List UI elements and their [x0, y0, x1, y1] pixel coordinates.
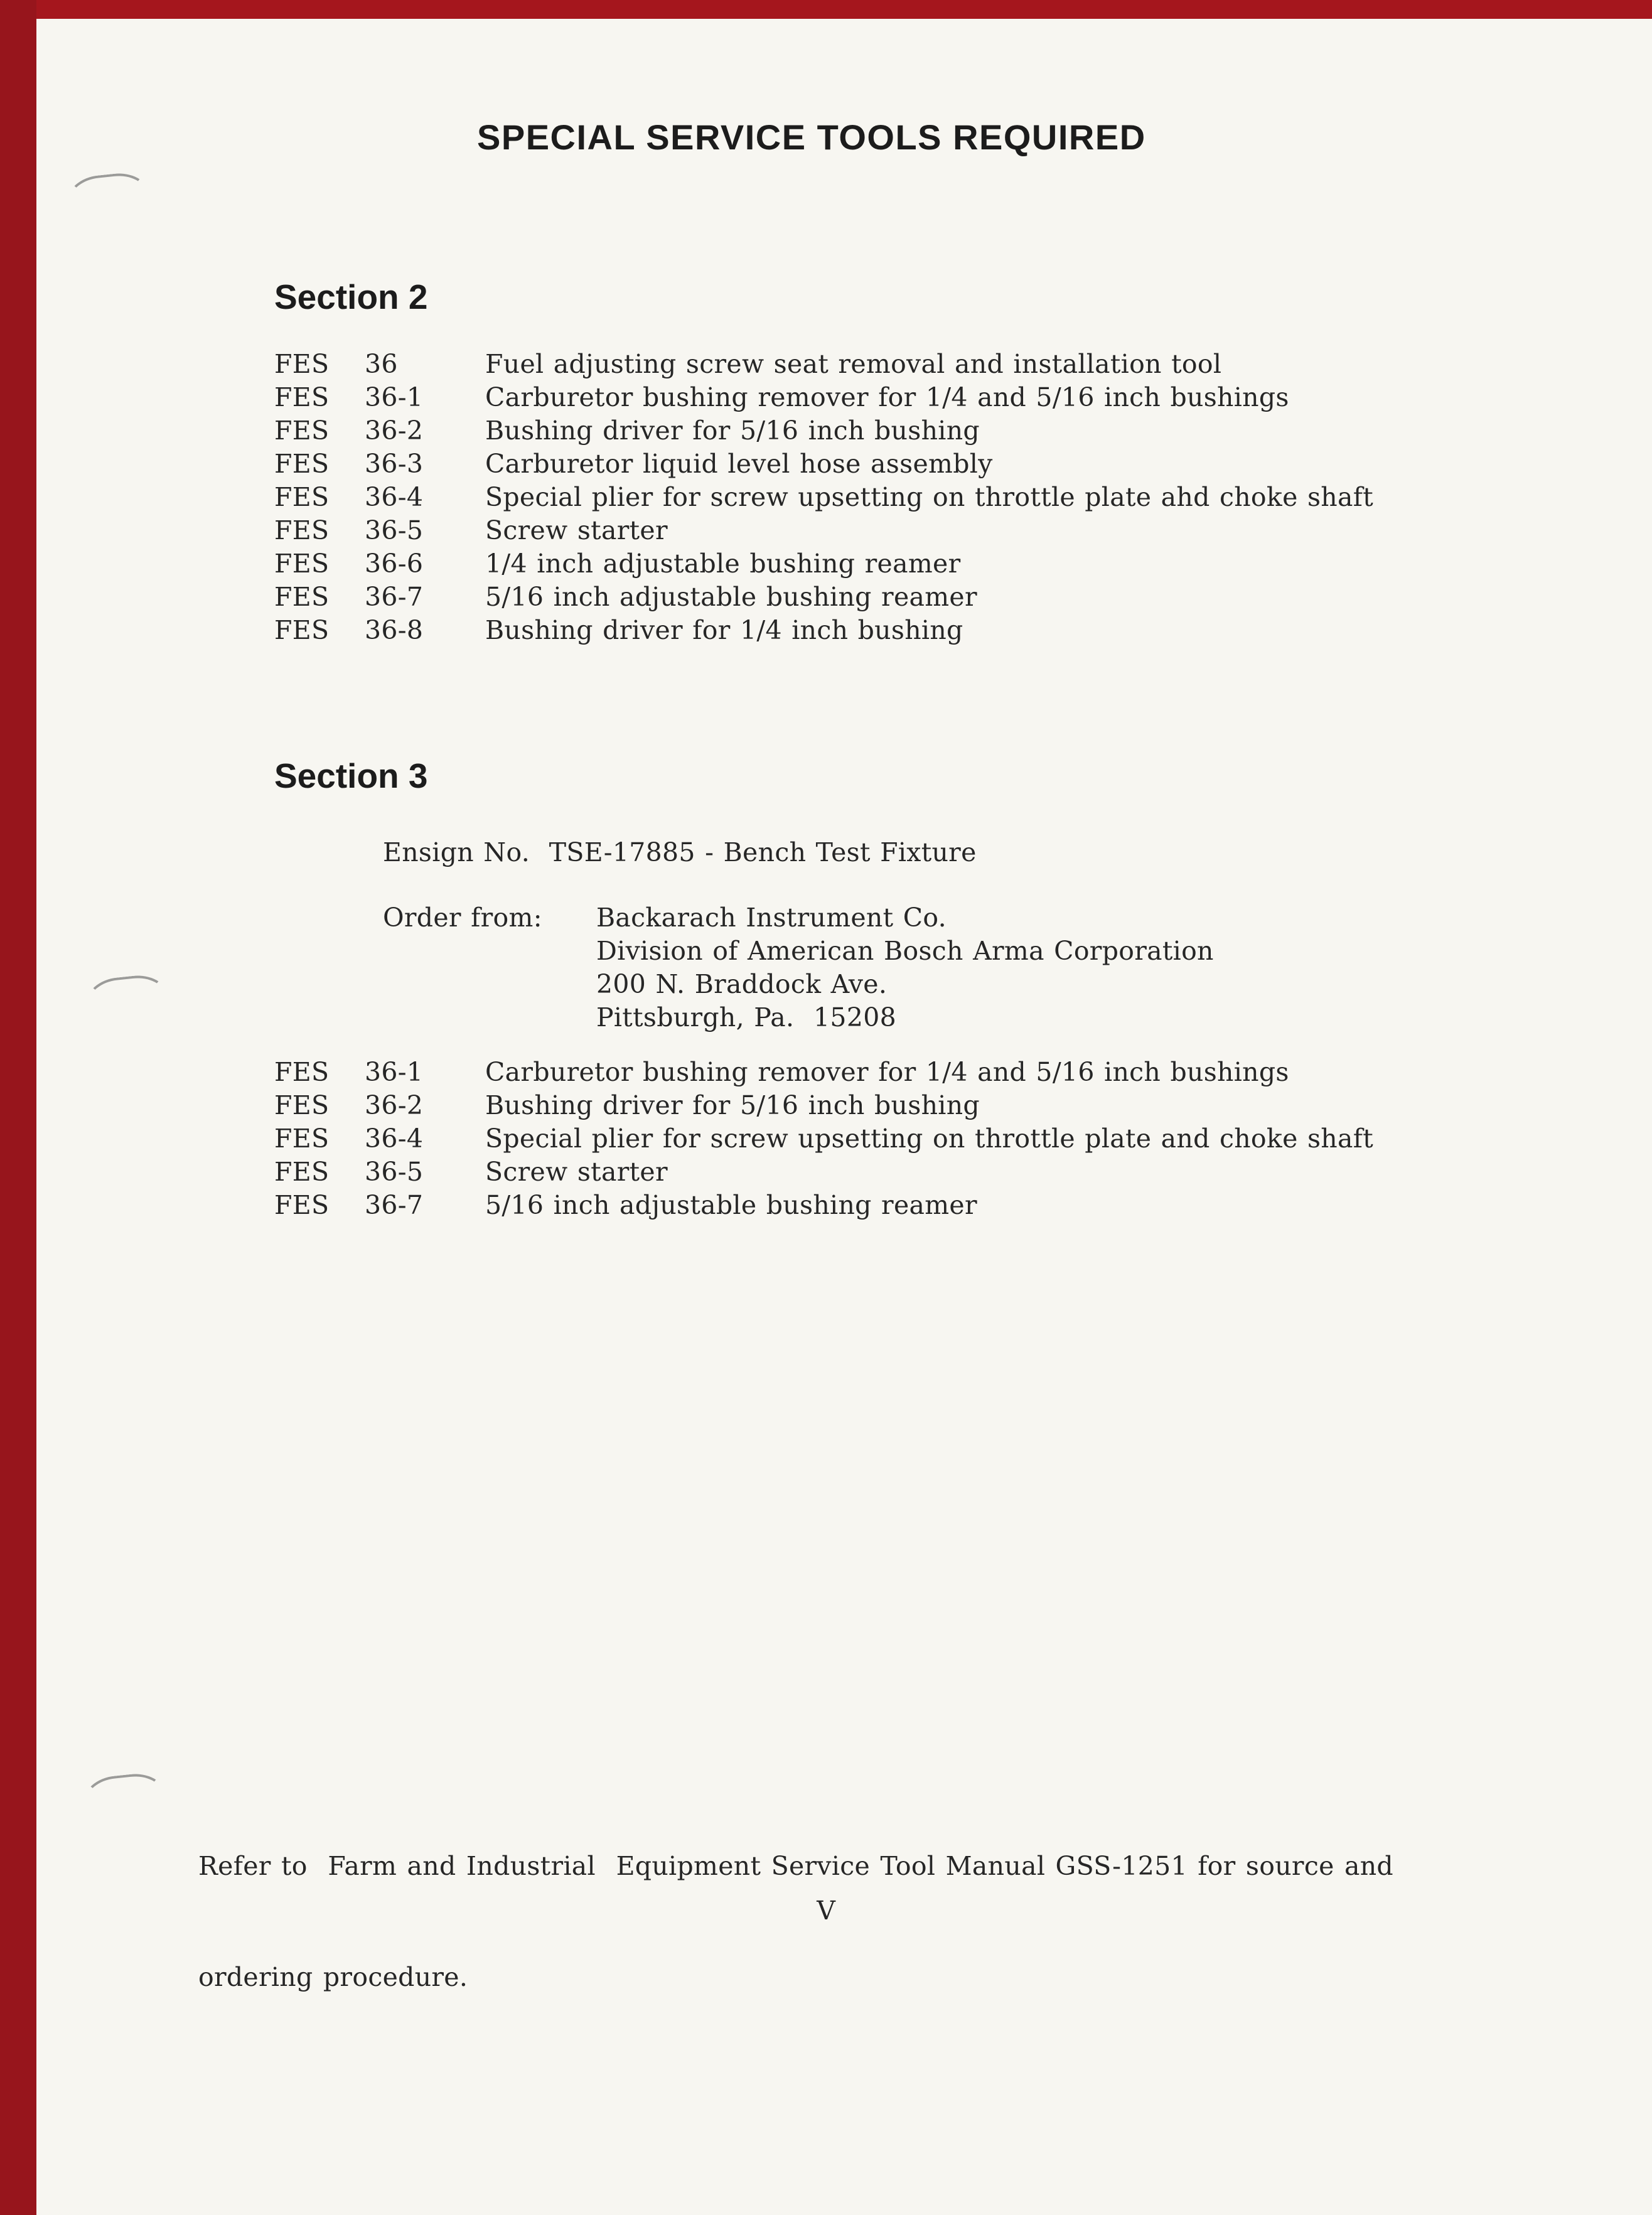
- order-from-block: [383, 901, 1214, 1034]
- tool-number: 36-2: [365, 1090, 424, 1120]
- tool-prefix: FES: [274, 382, 330, 412]
- paper-curl-artifact: [82, 1771, 168, 1825]
- tool-row: [274, 614, 1373, 647]
- scan-edge-left: [0, 0, 36, 2215]
- tool-row: [274, 1156, 1373, 1189]
- tool-row: [274, 514, 1373, 547]
- tool-prefix: FES: [274, 482, 330, 512]
- tool-row: [274, 414, 1373, 448]
- footer-note-line2: ordering procedure.: [198, 1962, 468, 1992]
- tool-number: 36: [365, 349, 398, 379]
- tool-row: [274, 448, 1373, 481]
- tool-number: 36-1: [365, 382, 424, 412]
- tool-row: [274, 1056, 1373, 1089]
- tool-row: [274, 381, 1373, 414]
- tool-row: [274, 1189, 1373, 1222]
- tool-description: Bushing driver for 5/16 inch bushing: [485, 1090, 980, 1120]
- tool-prefix: FES: [274, 416, 330, 446]
- tool-prefix: FES: [274, 349, 330, 379]
- tool-description: Carburetor bushing remover for 1/4 and 5/16 inch bushings: [485, 382, 1289, 412]
- tool-description: Carburetor bushing remover for 1/4 and 5/16 inch bushings: [485, 1057, 1289, 1087]
- tool-row: [274, 1122, 1373, 1156]
- tool-description: Screw starter: [485, 515, 668, 545]
- tool-number: 36-6: [365, 549, 424, 579]
- ensign-fixture-line: Ensign No. TSE-17885 - Bench Test Fixture: [383, 837, 977, 867]
- tool-row: [274, 581, 1373, 614]
- tool-description: 5/16 inch adjustable bushing reamer: [485, 582, 977, 612]
- tool-number: 36-8: [365, 615, 424, 645]
- tool-number: 36-1: [365, 1057, 424, 1087]
- tool-number: 36-5: [365, 515, 424, 545]
- tool-description: Screw starter: [485, 1157, 668, 1187]
- vendor-name: Backarach Instrument Co.: [596, 903, 947, 933]
- tool-prefix: FES: [274, 449, 330, 479]
- tool-row: [274, 348, 1373, 381]
- tool-row: [274, 547, 1373, 581]
- tool-number: 36-3: [365, 449, 424, 479]
- page-title: SPECIAL SERVICE TOOLS REQUIRED: [477, 117, 1146, 157]
- tool-description: 1/4 inch adjustable bushing reamer: [485, 549, 961, 579]
- tool-row: [274, 1089, 1373, 1122]
- section2-tool-list: [274, 348, 1373, 647]
- tool-prefix: FES: [274, 582, 330, 612]
- tool-prefix: FES: [274, 1090, 330, 1120]
- tool-description: 5/16 inch adjustable bushing reamer: [485, 1190, 977, 1220]
- tool-description: Fuel adjusting screw seat removal and installation tool: [485, 349, 1222, 379]
- order-from-label: Order from:: [383, 903, 542, 933]
- tool-number: 36-4: [365, 1124, 424, 1154]
- tool-number: 36-2: [365, 416, 424, 446]
- section2-heading: Section 2: [274, 277, 428, 316]
- tool-number: 36-7: [365, 582, 424, 612]
- vendor-address: [596, 901, 1214, 1034]
- tool-prefix: FES: [274, 549, 330, 579]
- page-number: V: [817, 1896, 835, 1926]
- paper-curl-artifact: [65, 170, 151, 225]
- footer-note-line1: Refer to Farm and Industrial Equipment Service Tool Manual GSS-1251 for source and: [198, 1851, 1393, 1881]
- tool-prefix: FES: [274, 615, 330, 645]
- tool-description: Bushing driver for 5/16 inch bushing: [485, 416, 980, 446]
- section3-tool-list: [274, 1056, 1373, 1222]
- vendor-city: Pittsburgh, Pa. 15208: [596, 1002, 896, 1032]
- tool-prefix: FES: [274, 1124, 330, 1154]
- tool-prefix: FES: [274, 1057, 330, 1087]
- vendor-street: 200 N. Braddock Ave.: [596, 969, 888, 999]
- tool-description: Bushing driver for 1/4 inch bushing: [485, 615, 963, 645]
- paper-curl-artifact: [84, 972, 170, 1027]
- tool-prefix: FES: [274, 515, 330, 545]
- section3-heading: Section 3: [274, 756, 428, 795]
- tool-row: [274, 481, 1373, 514]
- tool-prefix: FES: [274, 1157, 330, 1187]
- tool-description: Special plier for screw upsetting on throttle plate and choke shaft: [485, 1124, 1374, 1154]
- tool-description: Carburetor liquid level hose assembly: [485, 449, 993, 479]
- vendor-division: Division of American Bosch Arma Corporation: [596, 936, 1214, 966]
- tool-prefix: FES: [274, 1190, 330, 1220]
- tool-number: 36-4: [365, 482, 424, 512]
- scan-edge-top: [0, 0, 1652, 19]
- tool-description: Special plier for screw upsetting on throttle plate ahd choke shaft: [485, 482, 1374, 512]
- tool-number: 36-7: [365, 1190, 424, 1220]
- tool-number: 36-5: [365, 1157, 424, 1187]
